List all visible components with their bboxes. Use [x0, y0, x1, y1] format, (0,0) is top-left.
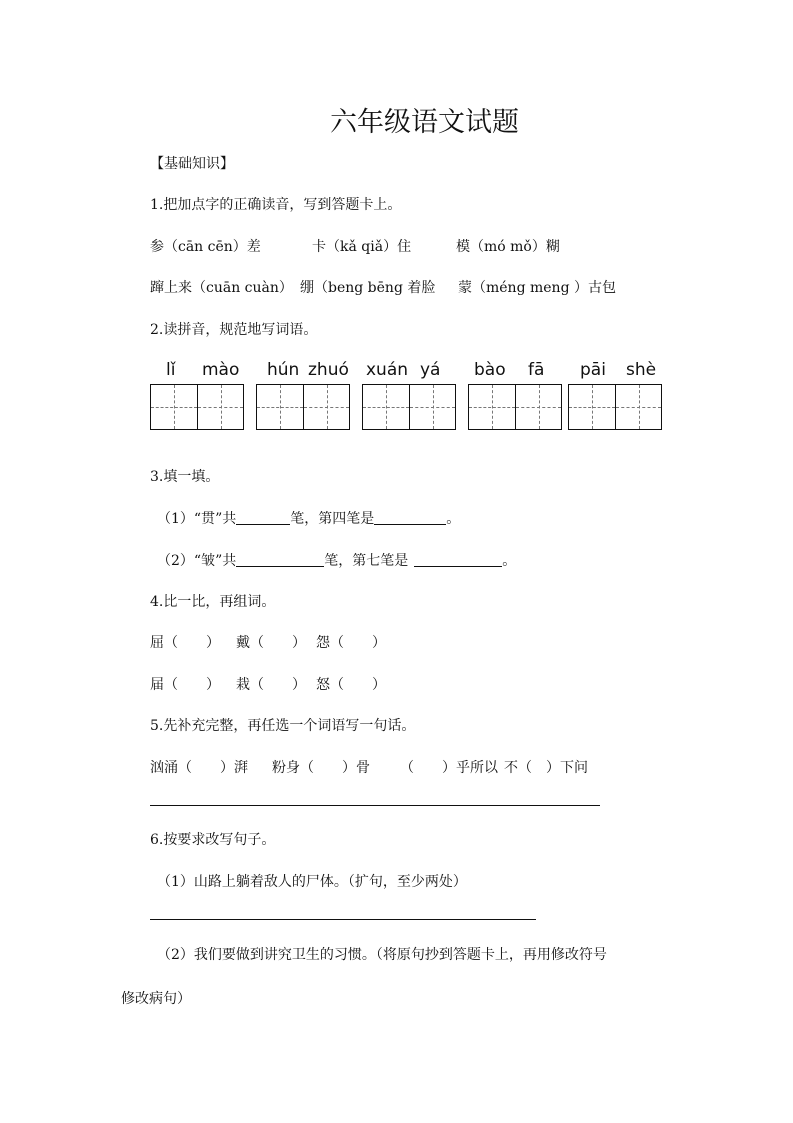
q5-item: 粉身（ ）骨 [272, 760, 370, 776]
page-title: 六年级语文试题 [330, 107, 519, 138]
q4-item: 屈（ ） [150, 635, 220, 651]
pinyin-syllable: xuán [366, 360, 409, 380]
q1-prompt: 1.把加点字的正确读音，写到答题卡上。 [150, 197, 402, 213]
answer-line[interactable] [150, 919, 536, 920]
grid-cell[interactable] [515, 385, 561, 429]
q3-text: 。 [502, 553, 517, 569]
q3-text: 笔，第四笔是 [290, 511, 375, 527]
q3-text: （1）“贯”共 [157, 511, 237, 527]
pinyin-syllable: yá [420, 360, 441, 380]
grid-cell[interactable] [615, 385, 661, 429]
answer-blank[interactable] [414, 552, 502, 567]
q1-item: 蒙（méng meng ）古包 [458, 280, 616, 296]
grid-cell[interactable] [469, 385, 515, 429]
grid-cell[interactable] [363, 385, 409, 429]
q3-text: 笔，第七笔是 [324, 553, 409, 569]
answer-blank[interactable] [236, 510, 290, 525]
q6-prompt: 6.按要求改写句子。 [150, 832, 276, 848]
writing-grid[interactable] [256, 384, 350, 430]
grid-cell[interactable] [197, 385, 243, 429]
q3-text: （2）“皱”共 [157, 553, 237, 569]
q4-item: 怒（ ） [316, 677, 386, 693]
writing-grid[interactable] [362, 384, 456, 430]
answer-line[interactable] [150, 805, 600, 806]
q1-item: 参（cān cēn）差 [150, 239, 261, 255]
q6-item-2-continued: 修改病句） [121, 991, 191, 1007]
q1-item: 蹿上来（cuān cuàn） [150, 280, 293, 296]
section-heading: 【基础知识】 [150, 156, 234, 172]
q6-item-1: （1）山路上躺着敌人的尸体。（扩句，至少两处） [157, 874, 467, 890]
grid-cell[interactable] [409, 385, 455, 429]
q4-item: 栽（ ） [236, 677, 306, 693]
pinyin-syllable: shè [626, 360, 657, 380]
q1-item: 模（mó mǒ）糊 [456, 239, 560, 255]
q2-prompt: 2.读拼音，规范地写词语。 [150, 322, 318, 338]
q3-item-2 [157, 550, 516, 570]
q6-item-2: （2）我们要做到讲究卫生的习惯。（将原句抄到答题卡上，再用修改符号 [157, 947, 607, 963]
answer-blank[interactable] [236, 552, 324, 567]
grid-cell[interactable] [151, 385, 197, 429]
grid-cell[interactable] [569, 385, 615, 429]
grid-cell[interactable] [303, 385, 349, 429]
pinyin-syllable: pāi [580, 360, 606, 380]
q4-item: 届（ ） [150, 677, 220, 693]
writing-grid[interactable] [568, 384, 662, 430]
q4-item: 怨（ ） [316, 635, 386, 651]
q5-prompt: 5.先补充完整，再任选一个词语写一句话。 [150, 718, 416, 734]
grid-cell[interactable] [257, 385, 303, 429]
answer-blank[interactable] [374, 510, 446, 525]
q3-text: 。 [446, 511, 461, 527]
pinyin-syllable: hún [267, 360, 300, 380]
pinyin-syllable: bào [474, 360, 506, 380]
pinyin-syllable: lǐ [166, 360, 176, 380]
q4-item: 戴（ ） [236, 635, 306, 651]
q5-item: （ ）乎所以 [400, 760, 498, 776]
pinyin-syllable: fā [528, 360, 545, 380]
q4-prompt: 4.比一比，再组词。 [150, 594, 276, 610]
q1-item: 卡（kǎ qiǎ）住 [312, 239, 412, 255]
q3-prompt: 3.填一填。 [150, 469, 220, 485]
writing-grid[interactable] [468, 384, 562, 430]
q5-item: 汹涌（ ）湃 [150, 760, 248, 776]
pinyin-syllable: mào [202, 360, 240, 380]
q3-item-1 [157, 508, 460, 528]
q1-item: 绷（beng bēng 着脸 [300, 280, 436, 296]
writing-grid[interactable] [150, 384, 244, 430]
pinyin-syllable: zhuó [308, 360, 349, 380]
q5-item: 不（ ）下问 [504, 760, 588, 776]
